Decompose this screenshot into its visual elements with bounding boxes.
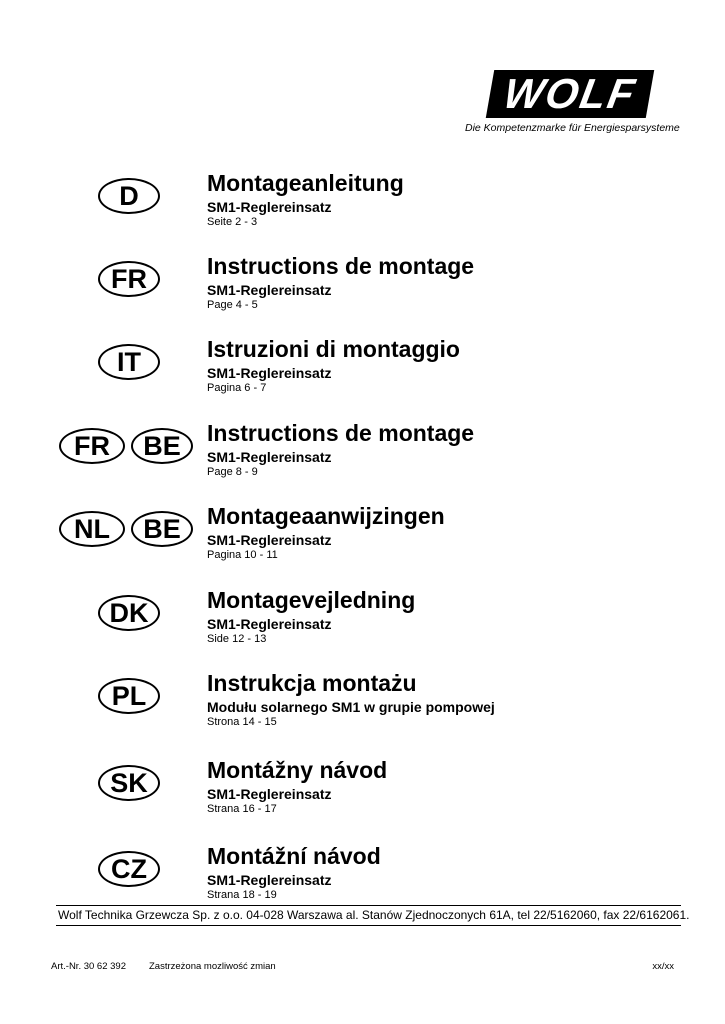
- entry-subtitle: Modułu solarnego SM1 w grupie pompowej: [207, 699, 495, 715]
- entry-page-range: Strana 18 - 19: [207, 889, 277, 901]
- entry-title: Istruzioni di montaggio: [207, 336, 460, 362]
- country-code-badge: DK: [98, 595, 160, 631]
- country-code-badge: CZ: [98, 851, 160, 887]
- logo-tagline: Die Kompetenzmarke für Energiesparsysteme: [465, 122, 680, 134]
- entry-subtitle: SM1-Reglereinsatz: [207, 872, 332, 888]
- article-number: Art.-Nr. 30 62 392: [51, 961, 126, 972]
- language-entry: [0, 587, 725, 667]
- language-entry: [0, 757, 725, 837]
- company-address: Wolf Technika Grzewcza Sp. z o.o. 04-028 Warszawa al. Stanów Zjednoczonych 61A, tel 22/5162060, fax 22/6162061.: [58, 908, 690, 922]
- entry-page-range: Strona 14 - 15: [207, 716, 277, 728]
- address-rule-bottom: [56, 925, 681, 926]
- language-entry: [0, 253, 725, 333]
- entry-title: Montageaanwijzingen: [207, 503, 445, 529]
- entry-page-range: Page 4 - 5: [207, 299, 258, 311]
- entry-subtitle: SM1-Reglereinsatz: [207, 365, 332, 381]
- country-code-badge: NL: [59, 511, 125, 547]
- version-code: xx/xx: [652, 961, 674, 972]
- entry-title: Montážny návod: [207, 757, 388, 783]
- entry-subtitle: SM1-Reglereinsatz: [207, 532, 332, 548]
- country-code-badge: FR: [59, 428, 125, 464]
- country-code-badge: FR: [98, 261, 160, 297]
- entry-page-range: Strana 16 - 17: [207, 803, 277, 815]
- country-code-badge: PL: [98, 678, 160, 714]
- country-code-badge: BE: [131, 428, 193, 464]
- language-entry: [0, 170, 725, 250]
- language-entry: [0, 670, 725, 750]
- entry-page-range: Page 8 - 9: [207, 466, 258, 478]
- language-entry: [0, 336, 725, 416]
- entry-subtitle: SM1-Reglereinsatz: [207, 449, 332, 465]
- entry-title: Montagevejledning: [207, 587, 416, 613]
- country-code-badge: BE: [131, 511, 193, 547]
- entry-title: Montageanleitung: [207, 170, 404, 196]
- entry-page-range: Pagina 10 - 11: [207, 549, 278, 561]
- entry-page-range: Side 12 - 13: [207, 633, 267, 645]
- entry-title: Instrukcja montażu: [207, 670, 417, 696]
- address-rule-top: [56, 905, 681, 906]
- entry-subtitle: SM1-Reglereinsatz: [207, 199, 332, 215]
- country-code-badge: D: [98, 178, 160, 214]
- change-notice: Zastrzeżona mozliwość zmian: [149, 961, 276, 972]
- entry-subtitle: SM1-Reglereinsatz: [207, 786, 332, 802]
- entry-page-range: Seite 2 - 3: [207, 216, 258, 228]
- language-entry: [0, 503, 725, 583]
- logo-wordmark: WOLF: [486, 70, 654, 118]
- entry-title: Montážní návod: [207, 843, 381, 869]
- country-code-badge: SK: [98, 765, 160, 801]
- entry-subtitle: SM1-Reglereinsatz: [207, 282, 332, 298]
- entry-subtitle: SM1-Reglereinsatz: [207, 616, 332, 632]
- entry-title: Instructions de montage: [207, 253, 475, 279]
- entry-page-range: Pagina 6 - 7: [207, 382, 267, 394]
- entry-title: Instructions de montage: [207, 420, 475, 446]
- wolf-logo: [465, 70, 680, 142]
- language-entry: [0, 420, 725, 500]
- country-code-badge: IT: [98, 344, 160, 380]
